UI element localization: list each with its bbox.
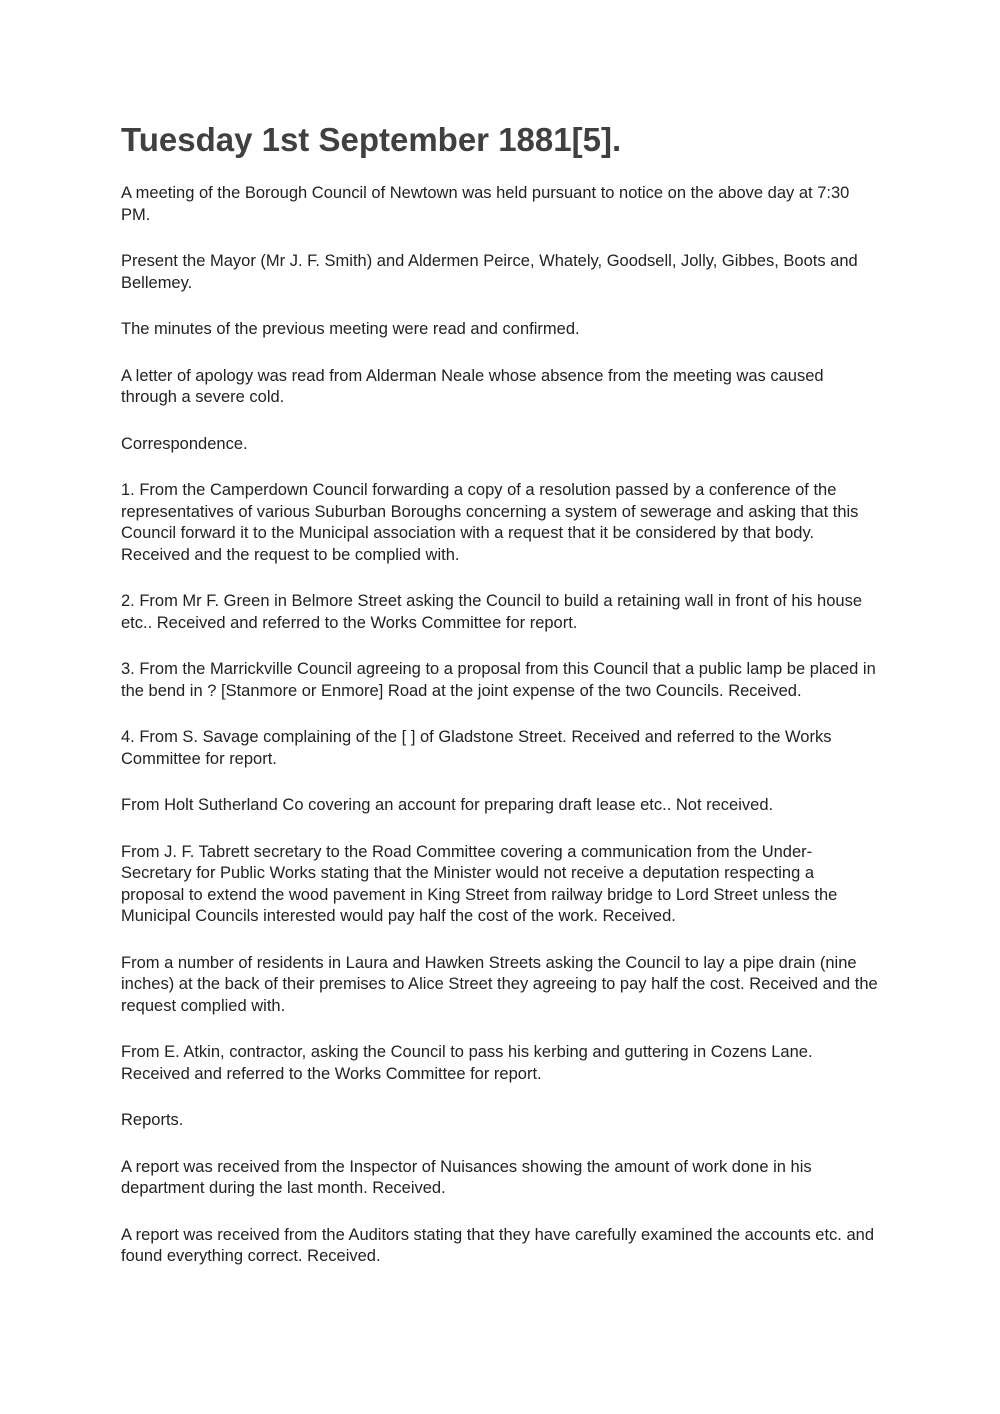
paragraph-apology: A letter of apology was read from Alderman Neale whose absence from the meeting was caused through a severe cold. bbox=[121, 366, 824, 406]
paragraph-present: Present the Mayor (Mr J. F. Smith) and Aldermen Peirce, Whately, Goodsell, Jolly, Gibbes, Boots and Bellemey. bbox=[121, 252, 858, 292]
paragraph-atkin: From E. Atkin, contractor, asking the Council to pass his kerbing and guttering in Cozens Lane. Received and referred to the Works Committee for report. bbox=[121, 1043, 813, 1083]
paragraph-holt-sutherland: From Holt Sutherland Co covering an account for preparing draft lease etc.. Not received. bbox=[121, 796, 774, 814]
paragraph-tabrett: From J. F. Tabrett secretary to the Road Committee covering a communication from the Under-Secretary for Public Works stating that the Minister would not receive a deputation respecting a proposal to extend the wood pavement in King Street from railway bridge to Lord Street unless the Municipal Councils interested would pay half the cost of the work. Received. bbox=[121, 842, 838, 925]
paragraph-meeting-notice: A meeting of the Borough Council of Newtown was held pursuant to notice on the above day at 7:30 PM. bbox=[121, 184, 850, 224]
paragraph-correspondence-1: 1. From the Camperdown Council forwarding a copy of a resolution passed by a conference of the representatives of various Suburban Boroughs concerning a system of sewerage and asking that this Council forward it to the Municipal association with a request that it be considered by that body. Received and the request to be complied with. bbox=[121, 481, 859, 564]
paragraph-inspector-report: A report was received from the Inspector of Nuisances showing the amount of work done in his department during the last month. Received. bbox=[121, 1157, 812, 1197]
section-heading-correspondence: Correspondence. bbox=[121, 434, 248, 453]
paragraph-residents: From a number of residents in Laura and Hawken Streets asking the Council to lay a pipe drain (nine inches) at the back of their premises to Alice Street they agreeing to pay half the cost. Received and the request complied with. bbox=[121, 953, 878, 1015]
section-heading-reports: Reports. bbox=[121, 1111, 184, 1129]
paragraph-auditors-report: A report was received from the Auditors stating that they have carefully examined the accounts etc. and found everything correct. Received. bbox=[121, 1225, 874, 1265]
paragraph-minutes: The minutes of the previous meeting were read and confirmed. bbox=[121, 320, 580, 338]
paragraph-correspondence-2: 2. From Mr F. Green in Belmore Street asking the Council to build a retaining wall in front of his house etc.. Received and referred to the Works Committee for report. bbox=[121, 592, 863, 632]
page-title: Tuesday 1st September 1881[5]. bbox=[121, 121, 622, 158]
paragraph-correspondence-3: 3. From the Marrickville Council agreeing to a proposal from this Council that a public lamp be placed in the bend in ? [Stanmore or Enmore] Road at the joint expense of the two Councils. Received. bbox=[121, 660, 876, 700]
paragraph-correspondence-4: 4. From S. Savage complaining of the [ ] of Gladstone Street. Received and referred to the Works Committee for report. bbox=[121, 728, 832, 768]
document-page bbox=[121, 120, 881, 1293]
